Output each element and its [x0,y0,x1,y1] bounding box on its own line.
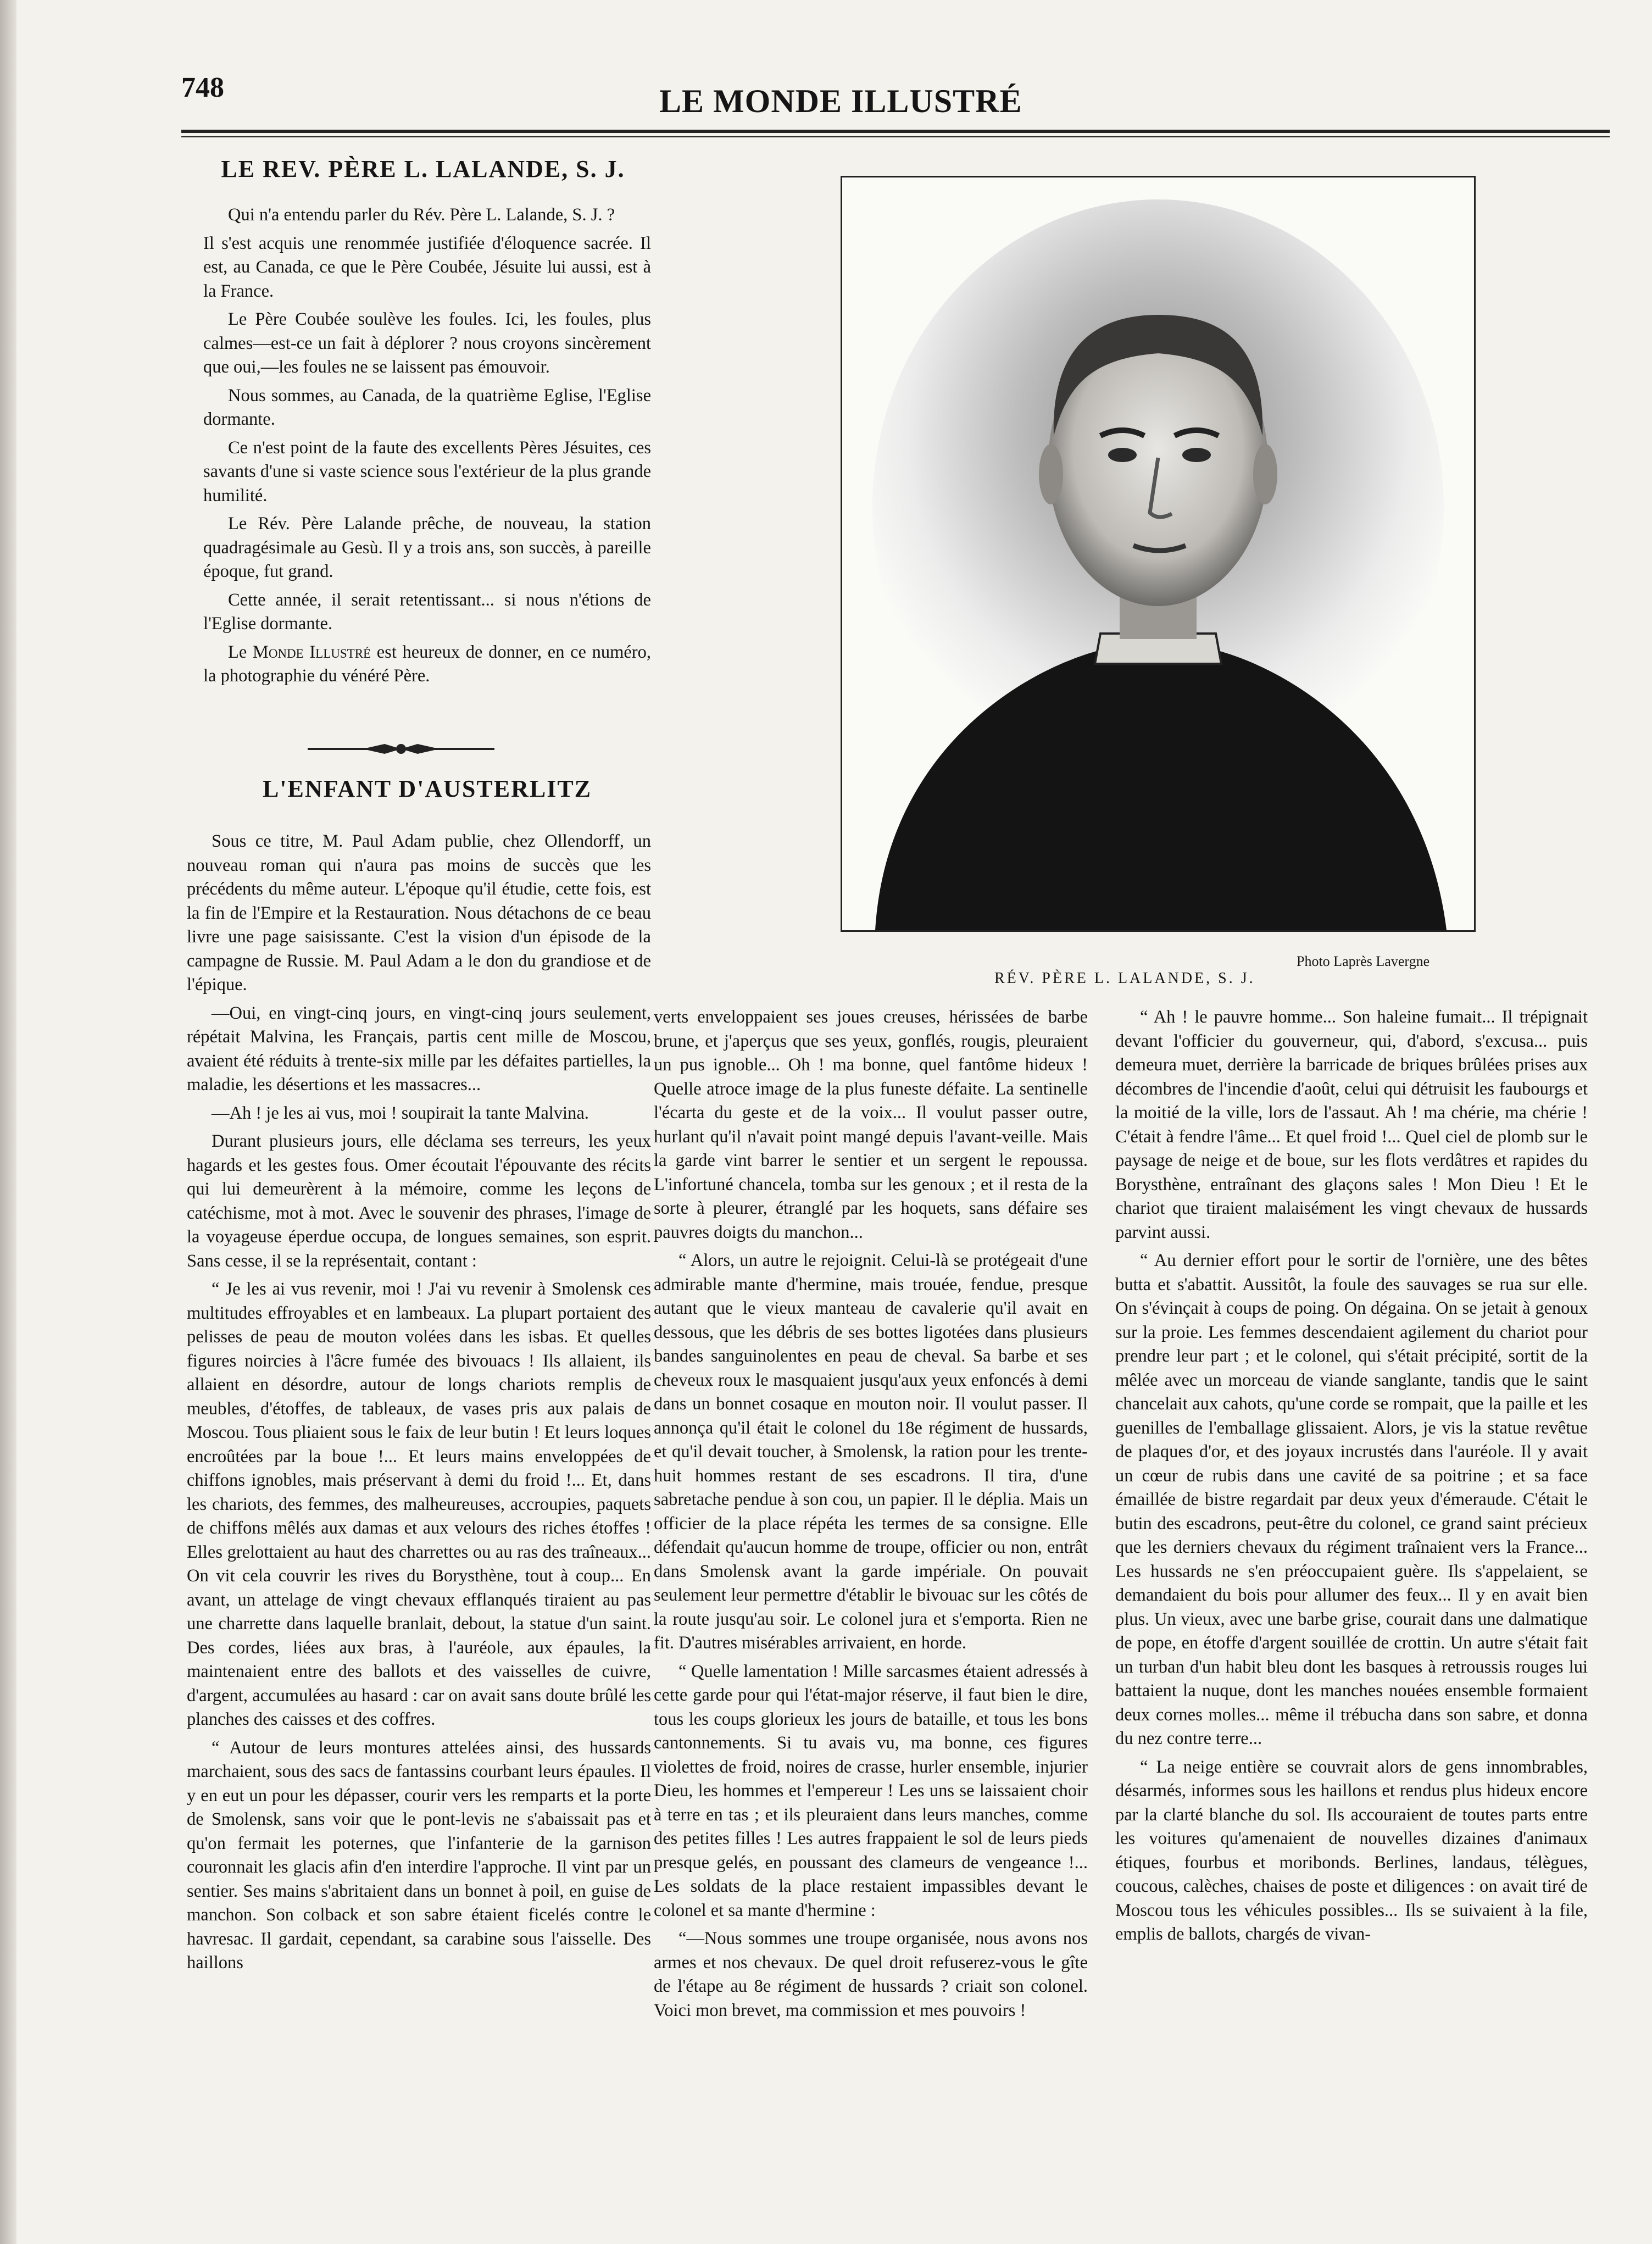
article2-para: Sous ce titre, M. Paul Adam publie, chez Ollendorff, un nouveau roman qui n'aura pas moins de succès que les précédents du même auteur. L'époque qu'il étudie, cette fois, est la fin de l'Empire et la Restauration. Nous détachons de ce beau livre une page saisissante. C'est la vision d'un épisode de la campagne de Russie. M. Paul Adam a le don du grandiose et de l'épique. [187,831,651,995]
article1-body [203,203,651,693]
article2-column-2 [654,1006,1088,2225]
article2-column-3 [1115,1006,1588,2225]
article2-para: “ Autour de leurs montures attelées ainsi, des hussards marchaient, sous des sacs de fantassins courbant leurs épaules. Il y en eut un pour les dépasser, courir vers les remparts et la porte de Smolensk, sans voir que le pont-levis ne s'abaissait pas et qu'on fermait les poternes, que l'infanterie de la garnison couronnait les glacis afin d'en interdire l'approche. Il vint par un sentier. Ses mains s'abritaient dans un bonnet à poil, en guise de manchon. Son colback et son sabre étaient ficelés contre le havresac. Il gardait, cependant, sa carabine sous l'aisselle. Des haillons [187,1737,651,1973]
photo-credit: Photo Laprès Lavergne [1297,953,1430,969]
article2-para: —Ah ! je les ai vus, moi ! soupirait la tante Malvina. [212,1103,589,1123]
header-rule [181,130,1610,137]
page-number: 748 [181,72,224,103]
portrait-photo [841,176,1476,932]
article1-para: Cette année, il serait retentissant... si nous n'étions de l'Eglise dormante. [203,590,651,634]
article2-para: Durant plusieurs jours, elle déclama ses terreurs, les yeux hagards et les gestes fous. Omer écoutait l'épouvante des récits qui lui demeurèrent à la mémoire, comme les leçons de catéchisme, mot à mot. Avec le souvenir des phrases, l'image de la voyageuse éperdue occupa, de longues semaines, son esprit. Sans cesse, il se la représentait, contant : [187,1131,651,1271]
article1-last-para: Le Monde Illustré est heureux de donner, en ce numéro, la photographie du vénéré Père. [203,642,652,686]
article2-para: “ Ah ! le pauvre homme... Son haleine fumait... Il trépignait devant l'officier du gouverneur, qui, d'abord, s'excusa... puis demeura muet, derrière la barricade de briques brûlées prises aux décombres de l'incendie d'août, celui qui détruisit les faubourgs et la moitié de la ville, lors de l'assaut. Ah ! ma chérie, ma chérie ! C'était à fendre l'âme... Et quel froid !... Quel ciel de plomb sur le paysage de neige et de boue, sur les flots verdâtres et rapides du Borysthène, entraînant des glaçons sales ! Mon Dieu ! Et le chariot que tiraient malaisément les vingt chevaux de hussards parvint aussi. [1115,1007,1588,1242]
article1-para: Le Rév. Père Lalande prêche, de nouveau, la station quadragésimale au Gesù. Il y a trois ans, son succès, à pareille époque, fut grand. [203,514,651,581]
article2-para: “ Au dernier effort pour le sortir de l'ornière, une des bêtes butta et s'abattit. Aussitôt, la foule des sauvages se rua sur elle. On s'évinçait à coups de poing. On dégaina. On se jetait à genoux sur la proie. Les femmes descendaient agilement du chariot pour prendre leur part ; et le colonel, qui s'était précipité, sortit de la mêlée avec un morceau de viande sanglante, tandis que le saint chancelait aux cahots, qu'une corde se rompait, que la paille et les guenilles de l'emballage glissaient. Alors, je vis la statue revêtue de plaques d'or, et des joyaux incrustés dans l'auréole. Il y avait un cœur de rubis dans une cavité de sa poitrine ; et sa face émaillée de bistre regardait par deux yeux d'émeraude. C'était le butin des escadrons, peut-être du colonel, ce grand saint précieux que les derniers chevaux du régiment traînaient vers la France... Les hussards ne s'en préoccupaient guère. Ils s'appelaient, se demandaient du bois pour allumer des feux... Il y en avait bien plus. Un vieux, avec une barbe grise, courait dans une dalmatique de pope, en étoffe d'argent souillée de crottin. Un autre s'était fait un turban d'un habit bleu dont les basques à retroussis rouges lui battaient la nuque, dont les manches nouées ensemble formaient deux cornes molles... même il trébucha dans son sabre, et donna du nez contre terre... [1115,1251,1588,1748]
article2-para: “ La neige entière se couvrait alors de gens innombrables, désarmés, informes sous les haillons et rendus plus hideux encore par la clarté blanche du sol. Ils accouraient de toutes parts entre les voitures qu'amenaient de nouvelles dizaines d'animaux étiques, fourbus et moribonds. Berlines, landaus, télègues, coucous, calèches, chaises de poste et diligences : on avait tiré de Moscou tous les véhicules possibles... Ils se suivaient à la file, emplis de ballots, chargés de vivan- [1115,1757,1588,1944]
article1-para: Ce n'est point de la faute des excellents Pères Jésuites, ces savants d'une si vaste science sous l'extérieur de la plus grande humilité. [203,437,651,506]
article2-title: L'ENFANT D'AUSTERLITZ [262,775,592,802]
portrait-caption: RÉV. PÈRE L. LALANDE, S. J. [994,970,1255,987]
article1-para: Nous sommes, au Canada, de la quatrième Eglise, l'Eglise dormante. [203,385,651,429]
divider-ornament [308,741,494,757]
masthead: LE MONDE ILLUSTRÉ [659,83,1022,119]
article1-title: LE REV. PÈRE L. LALANDE, S. J. [221,155,625,182]
article2-para: verts enveloppaient ses joues creuses, hérissées de barbe brune, et j'aperçus que ses yeux, gonflés, rougis, pleuraient un pus ignoble... Oh ! ma bonne, quel fantôme hideux ! Quelle atroce image de la plus funeste défaite. La sentinelle l'écarta du geste et de la voix... Il voulut passer outre, hurlant qu'il n'avait point mangé depuis l'avant-veille. Mais la garde vint barrer le sentier et un sergent le repoussa. L'infortuné chancela, tomba sur les genoux ; et il resta de la sorte à pleurer, étranglé par les hoquets, sans défaire ses pauvres doigts du manchon... [654,1007,1088,1242]
article1-para: Qui n'a entendu parler du Rév. Père L. Lalande, S. J. ? [228,205,615,225]
publication-name: Monde Illustré [252,642,371,662]
article2-para: “—Nous sommes une troupe organisée, nous avons nos armes et nos chevaux. De quel droit refuserez-vous le gîte de l'étape au 8e régiment de hussards ? criait son colonel. Voici mon brevet, ma commission et mes pouvoirs ! [654,1929,1088,2020]
article2-para: “ Quelle lamentation ! Mille sarcasmes étaient adressés à cette garde pour qui l'état-major réserve, il faut bien le dire, tous les coups glorieux les jours de bataille, et tous les bons cantonnements. Si tu avais vu, ma bonne, ces figures violettes de froid, noires de crasse, hurler ensemble, injurier Dieu, les hommes et l'empereur ! Les uns se laissaient choir à terre en tas ; et ils pleuraient dans leurs manches, comme des petites filles ! Les autres frappaient le sol de leurs pieds presque gelés, en poussant des clameurs de vengeance !... Les soldats de la place restaient impassibles devant le colonel et sa mante d'hermine : [654,1661,1088,1920]
scan-edge [0,0,16,2244]
article2-para: —Oui, en vingt-cinq jours, en vingt-cinq jours seulement, répétait Malvina, les Français, partis cent mille de Moscou, avaient été réduits à trente-six mille par les défaites partielles, la maladie, les désertions et les massacres... [187,1003,651,1095]
portrait-illustration [842,177,1474,930]
article2-column-1 [187,830,651,2225]
article2-para: “ Je les ai vus revenir, moi ! J'ai vu revenir à Smolensk ces multitudes effroyables et en lambeaux. La plupart portaient des pelisses de peau de mouton volées dans les isbas. Et quelles figures noircies à l'âcre fumée des bivouacs ! Ils allaient, ils allaient en désordre, autour de longs chariots remplis de meubles, d'étoffes, de tableaux, de vases pris aux palais de Moscou. Tous pliaient sous le faix de leur butin ! Et leurs loques encroûtées par la boue !... Et leurs mains enveloppées de chiffons ignobles, mais préservant à demi du froid !... Et, dans les chariots, des femmes, des malheureuses, accroupies, paquets de chiffons mêlés aux damas et aux velours des riches étoffes ! Elles grelottaient au haut des charrettes ou au ras des traîneaux... On vit cela couvrir les rives du Borysthène, tout à coup... En avant, un attelage de vingt chevaux efflanqués tiraient au pas une charrette dans laquelle branlait, debout, la statue d'un saint. Des cordes, liées aux bras, à l'auréole, aux épaules, la maintenaient entre des ballots et des vaisselles de cuivre, d'argent, accumulées au hasard : car on avait sans doute brûlé les planches des caisses et des coffres. [187,1279,651,1729]
article1-para: Il s'est acquis une renommée justifiée d'éloquence sacrée. Il est, au Canada, ce que le Père Coubée, Jésuite lui aussi, est à la France. [203,233,651,301]
article1-para: Le Père Coubée soulève les foules. Ici, les foules, plus calmes—est-ce un fait à déplorer ? nous croyons sincèrement que oui,—les foules ne se laissent pas émouvoir. [203,309,651,377]
article2-para: “ Alors, un autre le rejoignit. Celui-là se protégeait d'une admirable mante d'hermine, mais trouée, fendue, presque autant que le vieux manteau de cavalerie qu'il avait en dessous, que les débris de ses bottes ligotées dans plusieurs bandes sanguinolentes en peau de cheval. Sa barbe et ses cheveux roux le masquaient jusqu'aux yeux enfoncés à demi dans un bonnet cosaque en mouton noir. Il voulut passer. Il annonça qu'il était le colonel du 18e régiment de hussards, et qu'il devait toucher, à Smolensk, la ration pour les trente-huit hommes restant de ses escadrons. Il tira, d'une sabretache pendue à son cou, un papier. Il le déplia. Mais un officier de la place répéta les termes de sa consigne. Elle défendait qu'aucun homme de troupe, officier ou non, entrât dans Smolensk avant la garde impériale. On pouvait seulement leur permettre d'établir le bivouac sur les côtés de la route jusqu'au soir. Le colonel jura et s'emporta. Rien ne fit. D'autres misérables arrivaient, en horde. [654,1251,1088,1653]
